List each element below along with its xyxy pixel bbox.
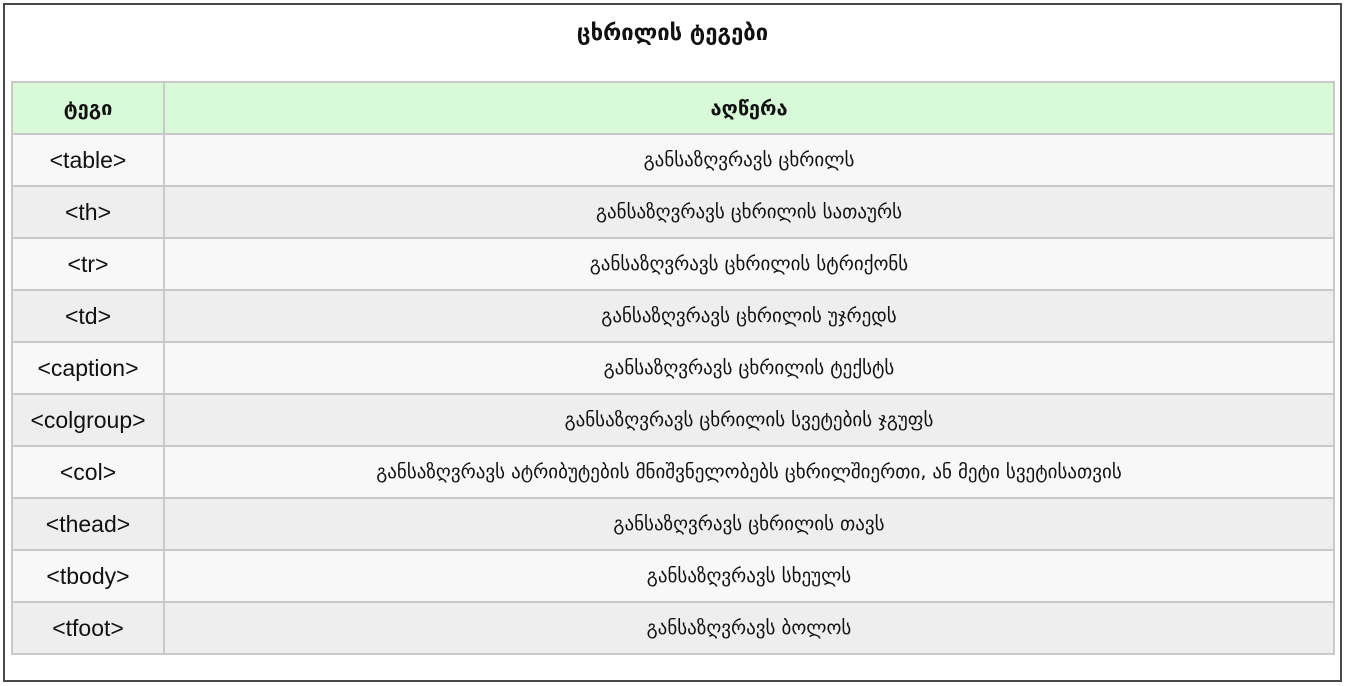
table-row (12, 446, 1334, 498)
html-tags-table (11, 81, 1335, 655)
description-cell: განსაზღვრავს ატრიბუტების მნიშვნელობებს ცხრილშიერთი, ან მეტი სვეტისათვის (164, 446, 1334, 498)
table-frame (3, 3, 1342, 682)
table-row (12, 602, 1334, 654)
tag-cell: <tfoot> (12, 602, 164, 654)
header-description: აღწერა (164, 82, 1334, 134)
description-cell: განსაზღვრავს ცხრილს (164, 134, 1334, 186)
table-row (12, 290, 1334, 342)
table-row (12, 238, 1334, 290)
tag-cell: <table> (12, 134, 164, 186)
tag-cell: <thead> (12, 498, 164, 550)
description-cell: განსაზღვრავს სხეულს (164, 550, 1334, 602)
description-cell: განსაზღვრავს ბოლოს (164, 602, 1334, 654)
table-row (12, 186, 1334, 238)
description-cell: განსაზღვრავს ცხრილის სვეტების ჯგუფს (164, 394, 1334, 446)
description-cell: განსაზღვრავს ცხრილის სათაურს (164, 186, 1334, 238)
table-row (12, 394, 1334, 446)
table-caption: ცხრილის ტეგები (576, 21, 769, 46)
description-cell: განსაზღვრავს ცხრილის ტექსტს (164, 342, 1334, 394)
table-row (12, 498, 1334, 550)
description-cell: განსაზღვრავს ცხრილის უჯრედს (164, 290, 1334, 342)
table-row (12, 134, 1334, 186)
tag-cell: <tbody> (12, 550, 164, 602)
tag-cell: <caption> (12, 342, 164, 394)
table-row (12, 342, 1334, 394)
tag-cell: <tr> (12, 238, 164, 290)
description-cell: განსაზღვრავს ცხრილის სტრიქონს (164, 238, 1334, 290)
tag-cell: <colgroup> (12, 394, 164, 446)
description-cell: განსაზღვრავს ცხრილის თავს (164, 498, 1334, 550)
header-row (12, 82, 1334, 134)
tag-cell: <col> (12, 446, 164, 498)
header-tag: ტეგი (12, 82, 164, 134)
tag-cell: <th> (12, 186, 164, 238)
tag-cell: <td> (12, 290, 164, 342)
table-row (12, 550, 1334, 602)
